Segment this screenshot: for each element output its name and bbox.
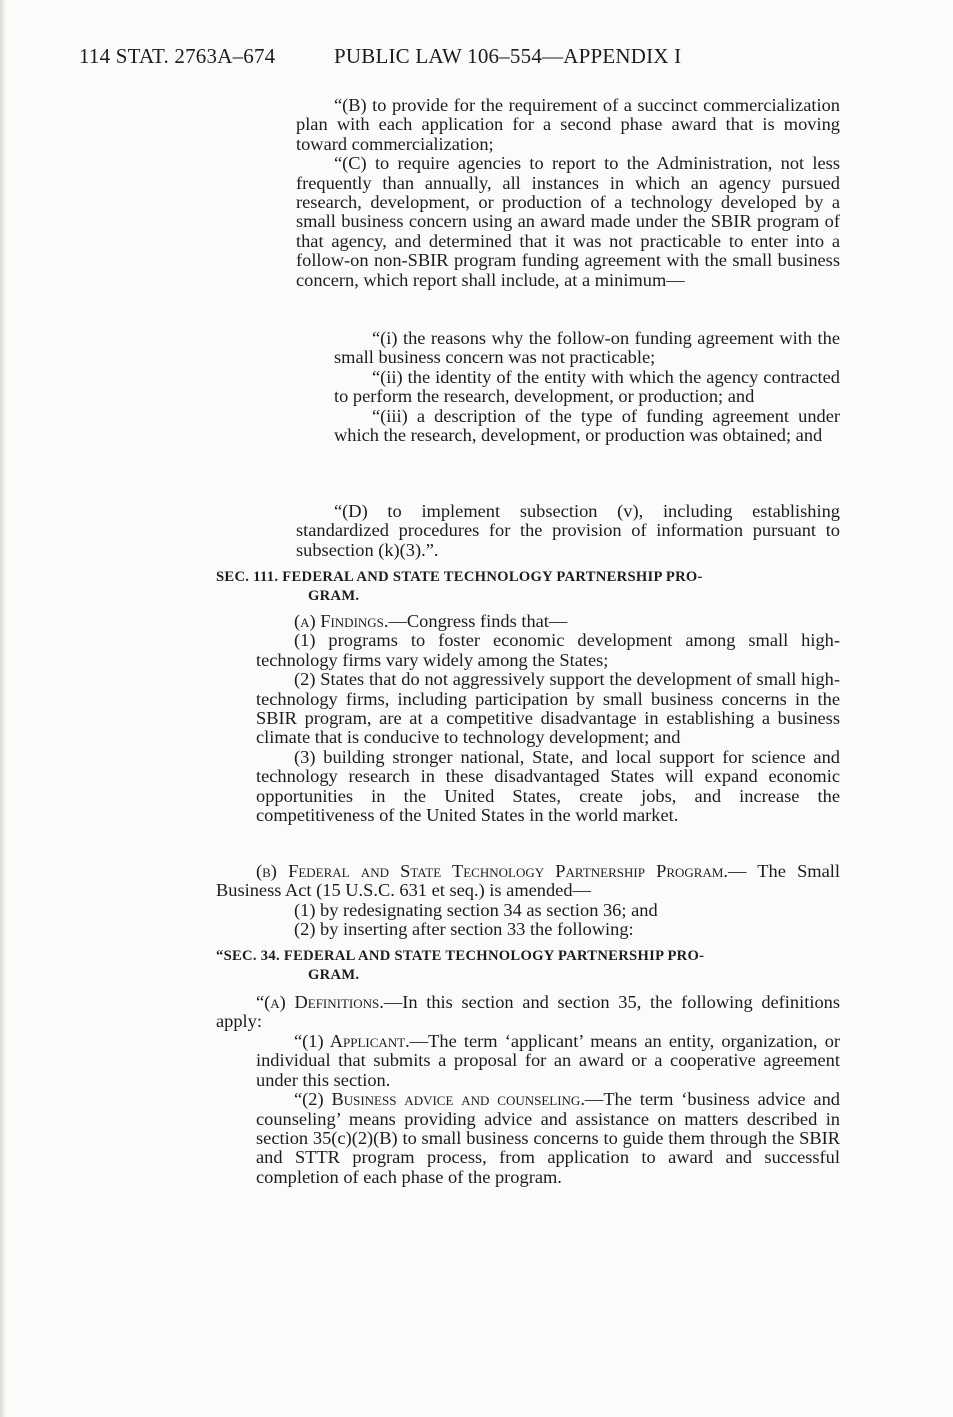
sec-34-heading — [216, 947, 840, 985]
definition-business-advice-text: —The term ‘business advice and counseling’ means providing advice and assistance on matters described in section 35(c)(2)(B) to small business concerns to guide them through the SBIR and STTR program process, from application to award and successful completion of each phase of the program. — [256, 1089, 840, 1187]
running-head — [79, 44, 681, 69]
definitions-label: “(a) Definitions. — [256, 992, 384, 1012]
definitions-block — [216, 993, 840, 1032]
finding-3: (3) building stronger national, State, and local support for science and technology research in these disadvantaged States will expand economic opportunities in the United States, create jobs, and increase the competitiveness of the United States in the world market. — [256, 746, 840, 826]
amendments-block — [256, 901, 840, 940]
amendment-1: (1) by redesignating section 34 as section 36; and — [294, 900, 658, 920]
page-edge — [0, 0, 6, 1417]
subsection-b-text: — The Small Business Act (15 U.S.C. 631 et seq.) is amended— — [216, 861, 840, 901]
clause-ii: “(ii) the identity of the entity with which the agency contracted to perform the research, development, or production; and — [334, 366, 840, 407]
definitions-text: —In this section and section 35, the following definitions apply: — [216, 992, 840, 1032]
definition-applicant-label: “(1) Applicant. — [294, 1031, 410, 1051]
paragraph-c: “(C) to require agencies to report to the Administration, not less frequently than annually, all instances in which an agency pursued research, development, or production of a technology developed by a small business concern using an award made under the SBIR program of that agency, and determined that it was not practicable to enter into a follow-on non-SBIR program funding agreement with the small business concern, which report shall include, at a minimum— — [296, 153, 840, 290]
paragraph-d: “(D) to implement subsection (v), including establishing standardized procedures for the provision of information pursuant to subsection (k)(3).”. — [296, 501, 840, 560]
subsection-b-block — [216, 862, 840, 901]
paragraph-b-block — [296, 96, 840, 290]
amendment-2: (2) by inserting after section 33 the following: — [294, 919, 634, 940]
sec-34-heading-line1: “SEC. 34. FEDERAL AND STATE TECHNOLOGY PARTNERSHIP PRO- — [216, 948, 705, 964]
findings-block — [256, 612, 840, 825]
definition-business-advice-label: “(2) Business advice and counseling. — [294, 1089, 585, 1110]
finding-2: (2) States that do not aggressively support the development of small high-technology firms, including participation by small business concerns in the SBIR program, are at a competitive disadvantage in establishing a business climate that is conducive to technology development; and — [256, 669, 840, 748]
findings-label: (a) Findings. — [294, 611, 389, 631]
paragraph-b: “(B) to provide for the requirement of a succinct commercialization plan with each application for a second phase award that is moving toward commercialization; — [296, 95, 840, 154]
definition-applicant — [256, 1032, 840, 1090]
sec-111-heading-line2: GRAM. — [308, 588, 360, 604]
clause-iii: “(iii) a description of the type of funding agreement under which the research, development, or production was obtained; and — [334, 405, 840, 446]
sec-111-heading-line1: SEC. 111. FEDERAL AND STATE TECHNOLOGY PARTNERSHIP PRO- — [216, 569, 703, 585]
finding-1: (1) programs to foster economic development among small high-technology firms vary widely among the States; — [256, 630, 840, 670]
clauses-block — [334, 329, 840, 445]
definition-applicant-text: —The term ‘applicant’ means an entity, organization, or individual that submits a proposal for an award or a cooperative agreement under this section. — [256, 1031, 841, 1090]
findings-text: —Congress finds that— — [388, 611, 568, 631]
paragraph-d-block — [296, 502, 840, 560]
stat-citation: 114 STAT. 2763A–674 — [79, 44, 276, 68]
subsection-b — [216, 862, 840, 901]
findings-intro — [256, 612, 840, 631]
subsection-b-label: (b) Federal and State Technology Partnership Program. — [256, 861, 729, 881]
definitions-intro — [216, 993, 840, 1032]
clause-i: “(i) the reasons why the follow-on funding agreement with the small business concern was not practicable; — [334, 328, 840, 368]
definition-items-block — [256, 1032, 840, 1187]
law-title: PUBLIC LAW 106–554—APPENDIX I — [334, 44, 682, 68]
sec-34-heading-line2: GRAM. — [308, 967, 360, 983]
sec-111-heading — [216, 568, 840, 606]
definition-business-advice — [256, 1090, 840, 1187]
